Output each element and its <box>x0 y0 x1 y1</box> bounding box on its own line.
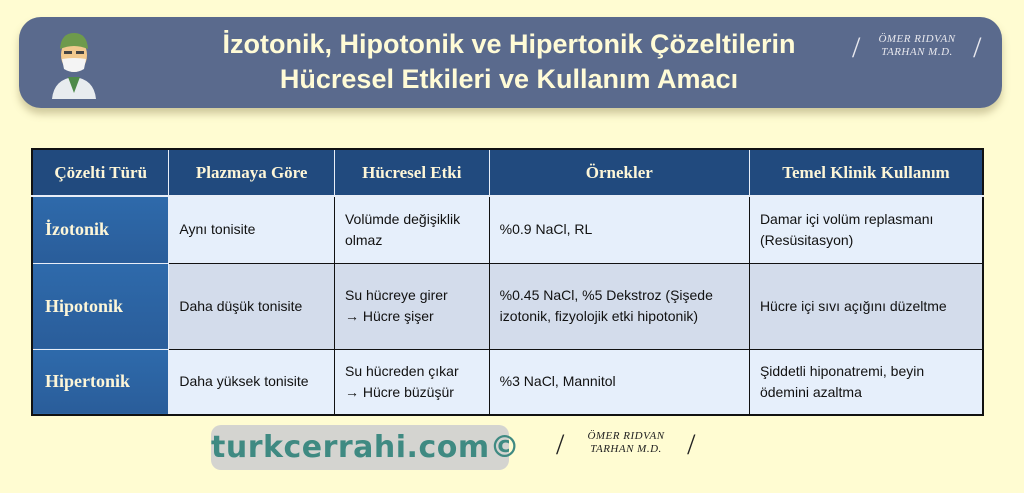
cell-line: → Hücre şişer <box>344 308 434 324</box>
column-header: Temel Klinik Kullanım <box>749 149 983 196</box>
cell-line: olmaz <box>344 231 383 248</box>
solution-type: Hipotonik <box>32 263 169 349</box>
table-row <box>32 263 983 349</box>
cell-line: → Hücre büzüşür <box>344 383 454 400</box>
cell-line: Damar içi volüm replasmanı <box>759 210 934 227</box>
cell-line: %0.9 NaCl, RL <box>499 221 593 238</box>
signature-line-2: TARHAN M.D. <box>590 443 662 455</box>
footer-signature-logo: / ÖMER RIDVAN TARHAN M.D. / <box>556 428 696 461</box>
examples-cell <box>489 349 749 415</box>
cell-line: Su hücreye girer <box>344 287 448 303</box>
signature-line-1: ÖMER RIDVAN <box>878 33 956 45</box>
title-line-1: İzotonik, Hipotonik ve Hipertonik Çözeltilerin <box>222 29 796 59</box>
signature-line-2: TARHAN M.D. <box>881 46 953 58</box>
use-cell <box>749 196 983 263</box>
column-header: Örnekler <box>489 149 749 196</box>
cell-line: %0.45 NaCl, %5 Dekstroz (Şişede <box>499 287 713 303</box>
cell-line: ödemini azaltma <box>759 383 862 400</box>
cell-line: Su hücreden çıkar <box>344 362 459 379</box>
cell-line: Şiddetli hiponatremi, beyin <box>759 362 925 379</box>
column-header: Hücresel Etki <box>334 149 489 196</box>
examples-cell <box>489 196 749 263</box>
cell-line: %3 NaCl, Mannitol <box>499 373 616 390</box>
cell-line: (Resüsitasyon) <box>759 231 854 248</box>
cell-line: izotonik, fizyolojik etki hipotonik) <box>499 308 699 324</box>
table-row <box>32 349 983 415</box>
signature-line-1: ÖMER RIDVAN <box>587 430 665 442</box>
surgeon-icon <box>49 27 99 99</box>
use-cell <box>749 263 983 349</box>
use-cell <box>749 349 983 415</box>
effect-cell <box>334 263 489 349</box>
solution-type: Hipertonik <box>32 349 169 415</box>
examples-cell <box>489 263 749 349</box>
table-header-row <box>32 149 983 196</box>
effect-cell <box>334 349 489 415</box>
plasma-cell: Aynı tonisite <box>169 196 335 263</box>
column-header: Çözelti Türü <box>32 149 169 196</box>
solutions-table <box>31 148 984 416</box>
cell-line: Volümde değişiklik <box>344 210 461 227</box>
signature-logo: / ÖMER RIDVAN TARHAN M.D. / <box>852 31 982 64</box>
title-line-2: Hücresel Etkileri ve Kullanım Amacı <box>279 64 739 94</box>
site-watermark: turkcerrahi.com© <box>211 425 509 470</box>
effect-cell <box>334 196 489 263</box>
cell-line: Hücre içi sıvı açığını düzeltme <box>759 297 947 314</box>
column-header: Plazmaya Göre <box>169 149 335 196</box>
plasma-cell: Daha yüksek tonisite <box>169 349 335 415</box>
solution-type: İzotonik <box>32 196 169 263</box>
page-title <box>139 27 879 97</box>
plasma-cell: Daha düşük tonisite <box>169 263 335 349</box>
table-row <box>32 196 983 263</box>
